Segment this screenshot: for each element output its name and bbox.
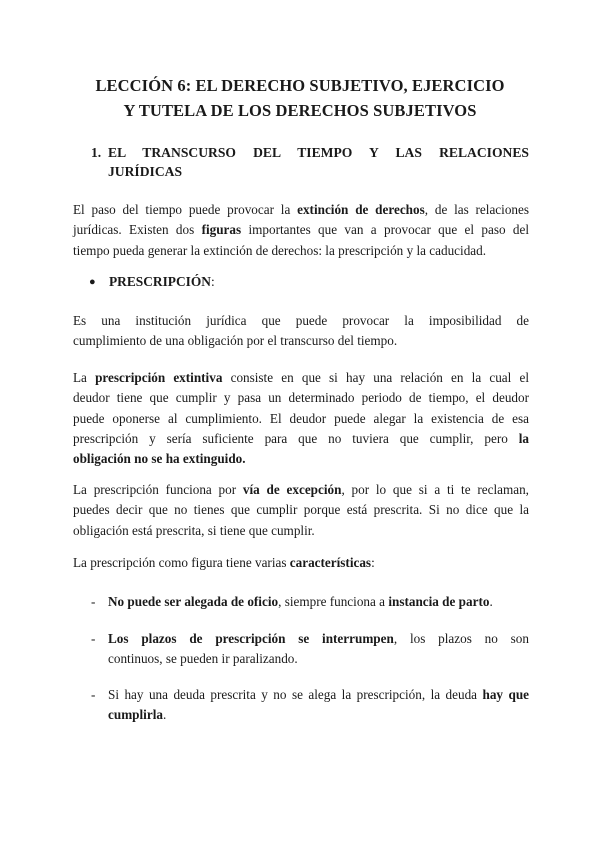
text: continuos, se pueden ir paralizando.	[108, 651, 298, 667]
bold-text: figuras	[201, 222, 242, 238]
paragraph-definition	[73, 311, 529, 352]
bold-text: instancia de parto	[388, 594, 490, 609]
text: .	[489, 594, 493, 609]
bold-text: cumplirla	[108, 707, 163, 723]
bold-text: extinción de derechos	[297, 202, 425, 217]
text: deudor tiene que cumplir y pasa un determinado periodo de tiempo, el deudor	[73, 390, 529, 406]
text: consiste en que si hay una relación en la cual el	[222, 370, 529, 385]
bold-text: vía de excepción	[242, 482, 342, 497]
section-title-line-1: EL TRANSCURSO DEL TIEMPO Y LAS RELACIONES	[108, 145, 529, 160]
paragraph-via-excepcion	[73, 480, 529, 541]
bold-text: prescripción extintiva	[95, 370, 223, 385]
text: Si hay una deuda prescrita y no se alega la prescripción, la deuda	[108, 687, 483, 702]
bold-text: Los plazos de prescripción se interrumpen	[108, 631, 394, 646]
section-number: 1.	[91, 145, 102, 160]
title-line-2: Y TUTELA DE LOS DERECHOS SUBJETIVOS	[123, 101, 477, 120]
text: La prescripción como figura tiene varias	[73, 555, 290, 570]
dash-marker: -	[91, 594, 96, 609]
text: El paso del tiempo puede provocar la	[73, 202, 298, 217]
text: puede oponerse al cumplimiento. El deudor puede alegar la existencia de esa	[73, 410, 529, 426]
paragraph-prescripcion-extintiva	[73, 368, 529, 469]
text: Es una institución jurídica que puede provocar la imposibilidad de	[73, 313, 529, 328]
paragraph-caracteristicas	[73, 553, 529, 573]
text: La	[73, 370, 96, 385]
text: importantes que van a provocar que el paso del	[241, 222, 529, 238]
text: jurídicas. Existen dos	[73, 222, 202, 238]
text: :	[371, 555, 375, 570]
bold-text: obligación no se ha extinguido.	[73, 451, 246, 467]
lesson-title	[60, 73, 540, 123]
dash-marker: -	[91, 687, 96, 702]
bullet-label: PRESCRIPCIÓN	[109, 274, 211, 289]
text: tiempo pueda generar la extinción de derechos: la prescripción y la caducidad.	[73, 242, 487, 258]
text: , los plazos no son	[393, 631, 529, 646]
title-line-1: LECCIÓN 6: EL DERECHO SUBJETIVO, EJERCICIO	[95, 76, 505, 95]
bold-text: No puede ser alegada de oficio	[108, 594, 279, 609]
paragraph-intro	[73, 200, 529, 261]
bold-text: la	[518, 430, 529, 446]
text: .	[162, 707, 167, 723]
bold-text: características	[289, 555, 372, 570]
bullet-dot-icon: ●	[89, 276, 96, 288]
text: , por lo que si a ti te reclaman,	[341, 482, 529, 497]
text: La prescripción funciona por	[73, 482, 243, 497]
bold-text: hay que	[482, 687, 530, 702]
text: :	[210, 274, 215, 289]
text: prescripción y sería suficiente para que no tuviera que cumplir, pero	[73, 430, 519, 446]
section-title-line-2: JURÍDICAS	[108, 164, 183, 179]
dash-marker: -	[91, 631, 96, 646]
text: , siempre funciona a	[278, 594, 389, 609]
text: puedes decir que no tienes que cumplir porque está prescrita. Si no dice que la	[73, 502, 529, 518]
text: cumplimiento de una obligación por el transcurso del tiempo.	[73, 333, 398, 349]
text: obligación está prescrita, si tiene que cumplir.	[73, 522, 315, 538]
text: , de las relaciones	[424, 202, 529, 217]
